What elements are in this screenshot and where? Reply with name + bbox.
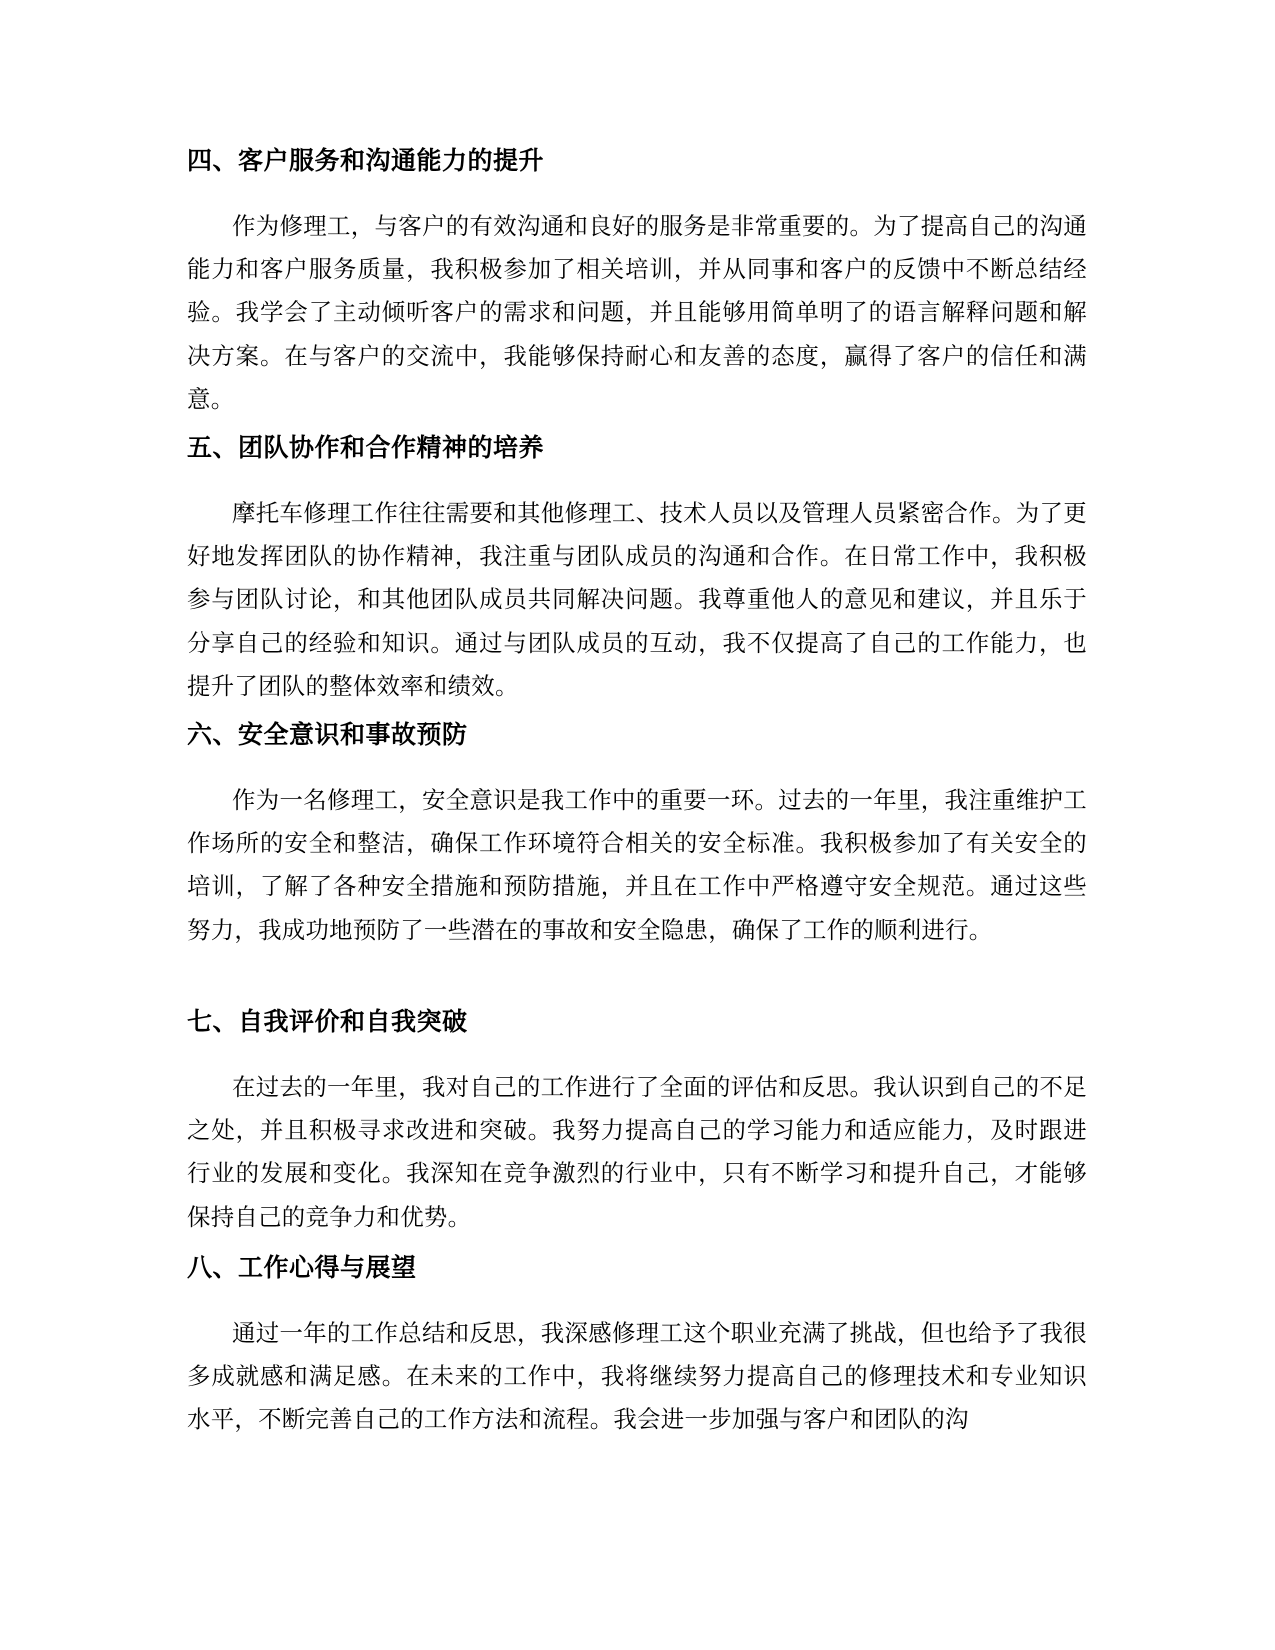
section-safety	[187, 718, 1087, 952]
section-heading: 四、客户服务和沟通能力的提升	[187, 146, 545, 175]
section-heading: 五、团队协作和合作精神的培养	[187, 433, 545, 462]
section-outlook	[187, 1251, 1087, 1442]
section-heading: 六、安全意识和事故预防	[187, 720, 468, 749]
section-paragraph: 在过去的一年里，我对自己的工作进行了全面的评估和反思。我认识到自己的不足之处，并且积极寻求改进和突破。我努力提高自己的学习能力和适应能力，及时跟进行业的发展和变化。我深知在竞争激烈的行业中，只有不断学习和提升自己，才能够保持自己的竞争力和优势。	[187, 1073, 1087, 1231]
section-paragraph: 作为一名修理工，安全意识是我工作中的重要一环。过去的一年里，我注重维护工作场所的安全和整洁，确保工作环境符合相关的安全标准。我积极参加了有关安全的培训，了解了各种安全措施和预防措施，并且在工作中严格遵守安全规范。通过这些努力，我成功地预防了一些潜在的事故和安全隐患，确保了工作的顺利进行。	[187, 786, 1087, 944]
section-heading: 八、工作心得与展望	[187, 1253, 417, 1282]
section-self-evaluation	[187, 1005, 1087, 1239]
section-paragraph: 摩托车修理工作往往需要和其他修理工、技术人员以及管理人员紧密合作。为了更好地发挥团队的协作精神，我注重与团队成员的沟通和合作。在日常工作中，我积极参与团队讨论，和其他团队成员共同解决问题。我尊重他人的意见和建议，并且乐于分享自己的经验和知识。通过与团队成员的互动，我不仅提高了自己的工作能力，也提升了团队的整体效率和绩效。	[187, 499, 1087, 700]
section-teamwork	[187, 431, 1087, 708]
section-paragraph: 通过一年的工作总结和反思，我深感修理工这个职业充满了挑战，但也给予了我很多成就感和满足感。在未来的工作中，我将继续努力提高自己的修理技术和专业知识水平，不断完善自己的工作方法和流程。我会进一步加强与客户和团队的沟	[187, 1319, 1087, 1434]
section-heading: 七、自我评价和自我突破	[187, 1007, 468, 1036]
section-paragraph: 作为修理工，与客户的有效沟通和良好的服务是非常重要的。为了提高自己的沟通能力和客户服务质量，我积极参加了相关培训，并从同事和客户的反馈中不断总结经验。我学会了主动倾听客户的需求和问题，并且能够用简单明了的语言解释问题和解决方案。在与客户的交流中，我能够保持耐心和友善的态度，赢得了客户的信任和满意。	[187, 212, 1087, 413]
section-customer-service	[187, 144, 1087, 421]
